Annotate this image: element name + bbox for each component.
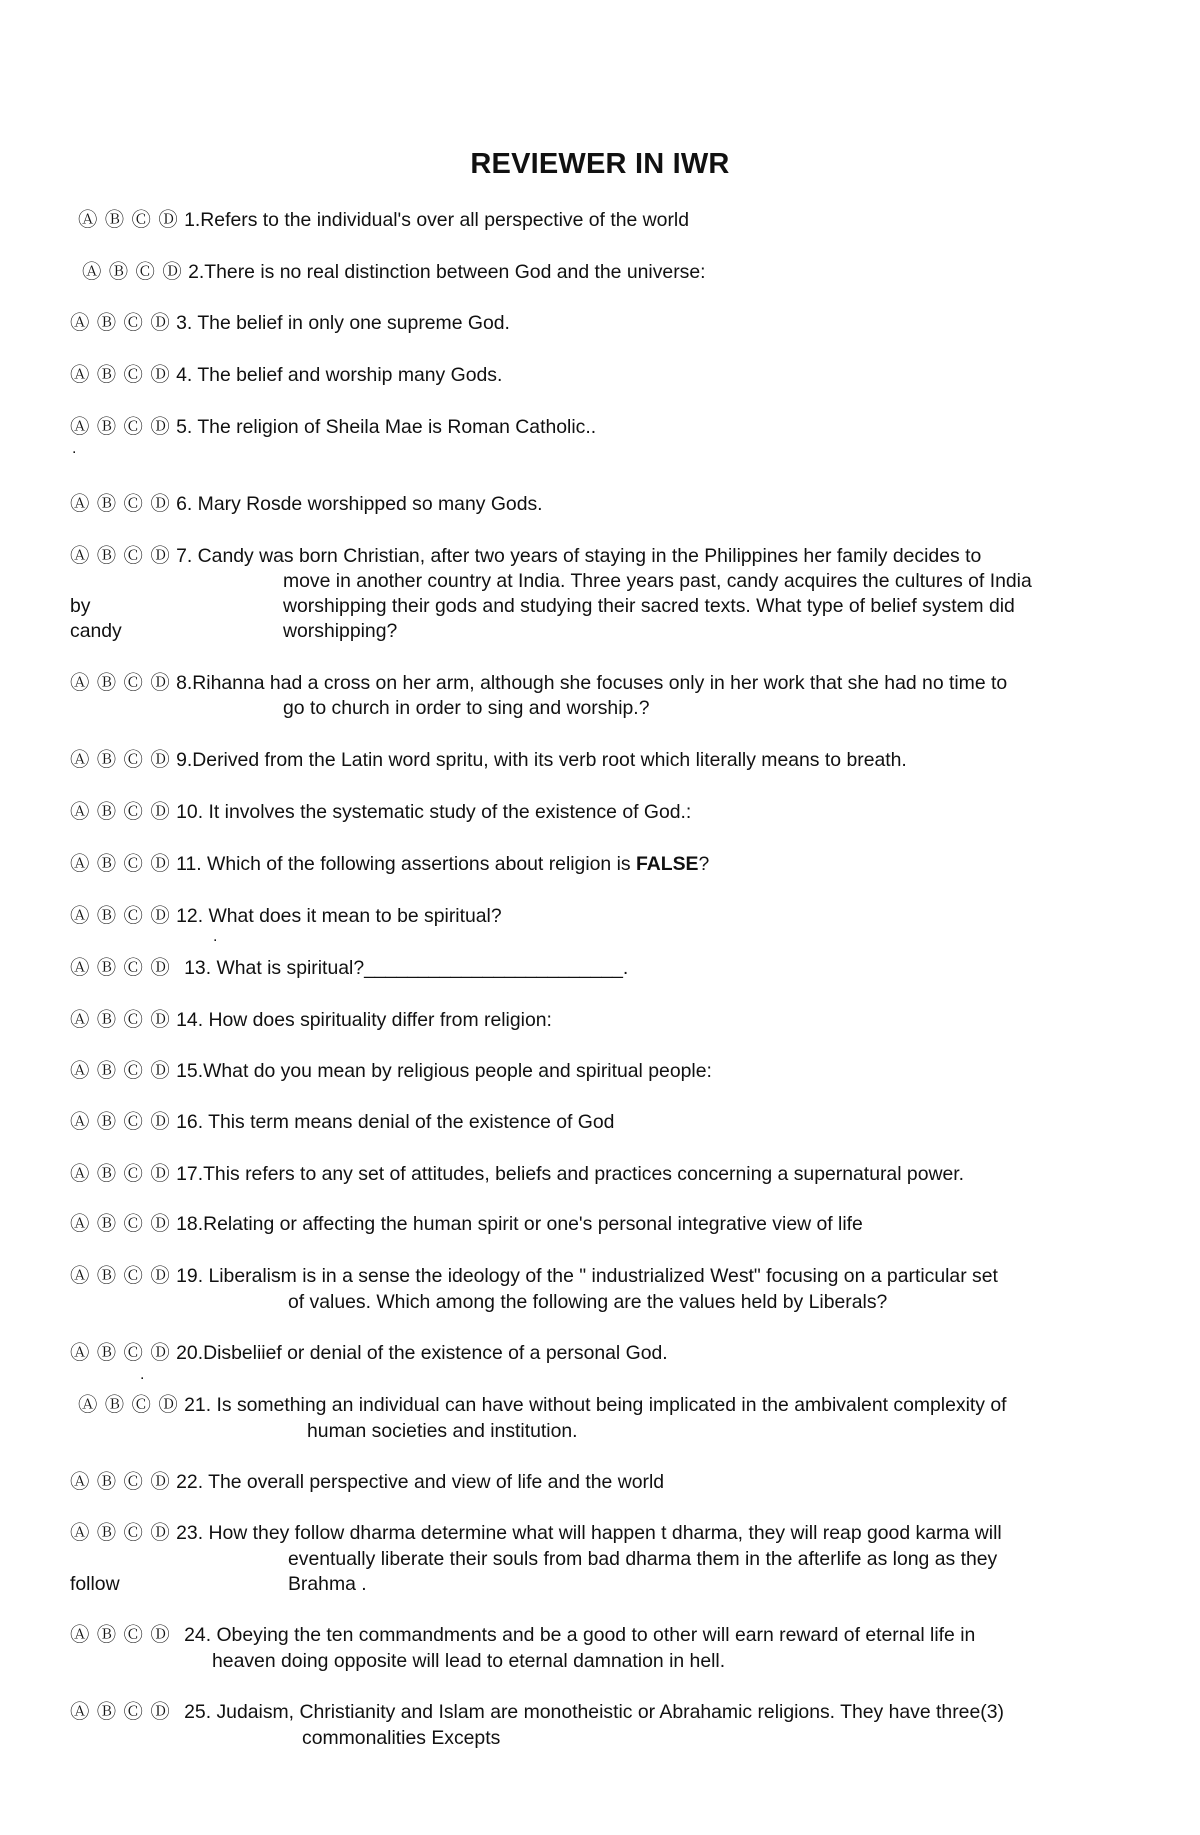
question-text: 23. How they follow dharma determine what will happen t dharma, they will reap good karma will [176, 1522, 1002, 1544]
answer-choices: Ⓐ Ⓑ Ⓒ Ⓓ [78, 209, 179, 231]
question-text: 15.What do you mean by religious people and spiritual people: [176, 1060, 712, 1082]
question-23-line-2: eventually liberate their souls from bad dharma them in the afterlife as long as they [288, 1548, 998, 1570]
question-text: 18.Relating or affecting the human spirit or one's personal integrative view of life [176, 1213, 863, 1235]
answer-choices: Ⓐ Ⓑ Ⓒ Ⓓ [70, 1265, 171, 1287]
answer-choices: Ⓐ Ⓑ Ⓒ Ⓓ [70, 905, 171, 927]
question-15 [70, 1059, 712, 1084]
question-23-margin-word: follow [70, 1573, 120, 1595]
question-25 [70, 1700, 1004, 1725]
question-21-line-2: human societies and institution. [307, 1420, 578, 1442]
question-11 [70, 852, 709, 877]
question-19 [70, 1264, 998, 1289]
question-1 [78, 208, 689, 233]
question-text: 13. What is spiritual?________________________. [184, 957, 629, 979]
question-7 [70, 544, 981, 569]
question-21 [78, 1393, 1007, 1418]
question-text: 7. Candy was born Christian, after two years of staying in the Philippines her family decides to [176, 545, 982, 567]
question-6 [70, 492, 543, 517]
question-4 [70, 363, 502, 388]
question-24 [70, 1623, 975, 1648]
question-text: 2.There is no real distinction between God and the universe: [188, 261, 706, 283]
question-22 [70, 1470, 664, 1495]
answer-choices: Ⓐ Ⓑ Ⓒ Ⓓ [70, 853, 171, 875]
question-text: 17.This refers to any set of attitudes, beliefs and practices concerning a supernatural power. [176, 1163, 965, 1185]
question-10 [70, 800, 691, 825]
answer-choices: Ⓐ Ⓑ Ⓒ Ⓓ [70, 364, 171, 386]
answer-choices: Ⓐ Ⓑ Ⓒ Ⓓ [70, 1111, 171, 1133]
question-text: 22. The overall perspective and view of life and the world [176, 1471, 665, 1493]
answer-choices: Ⓐ Ⓑ Ⓒ Ⓓ [70, 1522, 171, 1544]
question-text: 10. It involves the systematic study of the existence of God.: [176, 801, 692, 823]
question-text: 1.Refers to the individual's over all perspective of the world [184, 209, 690, 231]
question-12 [70, 904, 502, 929]
stray-dot: . [140, 1366, 145, 1383]
question-25-line-2: commonalities Excepts [302, 1727, 501, 1749]
question-text: 11. Which of the following assertions about religion is [176, 853, 636, 875]
question-23 [70, 1521, 1002, 1546]
question-5 [70, 415, 596, 440]
question-13 [70, 956, 628, 981]
question-3 [70, 311, 510, 336]
answer-choices: Ⓐ Ⓑ Ⓒ Ⓓ [82, 261, 183, 283]
document-title: REVIEWER IN IWR [470, 148, 730, 180]
question-text: 20.Disbeliief or denial of the existence of a personal God. [176, 1342, 668, 1364]
answer-choices: Ⓐ Ⓑ Ⓒ Ⓓ [70, 957, 171, 979]
answer-choices: Ⓐ Ⓑ Ⓒ Ⓓ [70, 1342, 171, 1364]
question-7-margin-word: candy [70, 620, 122, 642]
stray-dot: . [213, 928, 218, 945]
question-text: 6. Mary Rosde worshipped so many Gods. [176, 493, 543, 515]
answer-choices: Ⓐ Ⓑ Ⓒ Ⓓ [70, 801, 171, 823]
answer-choices: Ⓐ Ⓑ Ⓒ Ⓓ [78, 1394, 179, 1416]
answer-choices: Ⓐ Ⓑ Ⓒ Ⓓ [70, 672, 171, 694]
question-text: 25. Judaism, Christianity and Islam are monotheistic or Abrahamic religions. They have three(3) [184, 1701, 1004, 1723]
question-23-line-3: Brahma . [288, 1573, 367, 1595]
question-text: 5. The religion of Sheila Mae is Roman Catholic.. [176, 416, 597, 438]
answer-choices: Ⓐ Ⓑ Ⓒ Ⓓ [70, 1163, 171, 1185]
question-2 [82, 260, 706, 285]
question-19-line-2: of values. Which among the following are the values held by Liberals? [288, 1291, 888, 1313]
question-7-line-2: move in another country at India. Three years past, candy acquires the cultures of India [283, 570, 1032, 592]
answer-choices: Ⓐ Ⓑ Ⓒ Ⓓ [70, 749, 171, 771]
answer-choices: Ⓐ Ⓑ Ⓒ Ⓓ [70, 312, 171, 334]
answer-choices: Ⓐ Ⓑ Ⓒ Ⓓ [70, 1060, 171, 1082]
question-text: 8.Rihanna had a cross on her arm, although she focuses only in her work that she had no time to [176, 672, 1008, 694]
question-text: 14. How does spirituality differ from religion: [176, 1009, 552, 1031]
question-text: 19. Liberalism is in a sense the ideology of the " industrialized West" focusing on a particular set [176, 1265, 998, 1287]
question-9 [70, 748, 907, 773]
question-8 [70, 671, 1007, 696]
question-7-line-3: worshipping their gods and studying their sacred texts. What type of belief system did [283, 595, 1015, 617]
question-text: 24. Obeying the ten commandments and be a good to other will earn reward of eternal life in [184, 1624, 976, 1646]
question-20 [70, 1341, 668, 1366]
question-text: 21. Is something an individual can have without being implicated in the ambivalent complexity of [184, 1394, 1007, 1416]
answer-choices: Ⓐ Ⓑ Ⓒ Ⓓ [70, 1701, 171, 1723]
question-text: 16. This term means denial of the existence of God [176, 1111, 615, 1133]
answer-choices: Ⓐ Ⓑ Ⓒ Ⓓ [70, 493, 171, 515]
emphasis-false: FALSE [636, 853, 699, 875]
question-text: 4. The belief and worship many Gods. [176, 364, 503, 386]
answer-choices: Ⓐ Ⓑ Ⓒ Ⓓ [70, 1471, 171, 1493]
answer-choices: Ⓐ Ⓑ Ⓒ Ⓓ [70, 1213, 171, 1235]
answer-choices: Ⓐ Ⓑ Ⓒ Ⓓ [70, 416, 171, 438]
question-18 [70, 1212, 863, 1237]
question-text: 12. What does it mean to be spiritual? [176, 905, 502, 927]
question-text: 9.Derived from the Latin word spritu, with its verb root which literally means to breath. [176, 749, 907, 771]
question-text: 3. The belief in only one supreme God. [176, 312, 510, 334]
question-7-margin-word: by [70, 595, 91, 617]
question-text-end: ? [698, 853, 710, 875]
question-8-line-2: go to church in order to sing and worship.? [283, 697, 650, 719]
answer-choices: Ⓐ Ⓑ Ⓒ Ⓓ [70, 545, 171, 567]
answer-choices: Ⓐ Ⓑ Ⓒ Ⓓ [70, 1009, 171, 1031]
question-14 [70, 1008, 552, 1033]
question-7-line-4: worshipping? [283, 620, 398, 642]
question-17 [70, 1162, 964, 1187]
question-24-line-2: heaven doing opposite will lead to eternal damnation in hell. [212, 1650, 726, 1672]
answer-choices: Ⓐ Ⓑ Ⓒ Ⓓ [70, 1624, 171, 1646]
stray-dot: . [72, 440, 77, 457]
question-16 [70, 1110, 614, 1135]
